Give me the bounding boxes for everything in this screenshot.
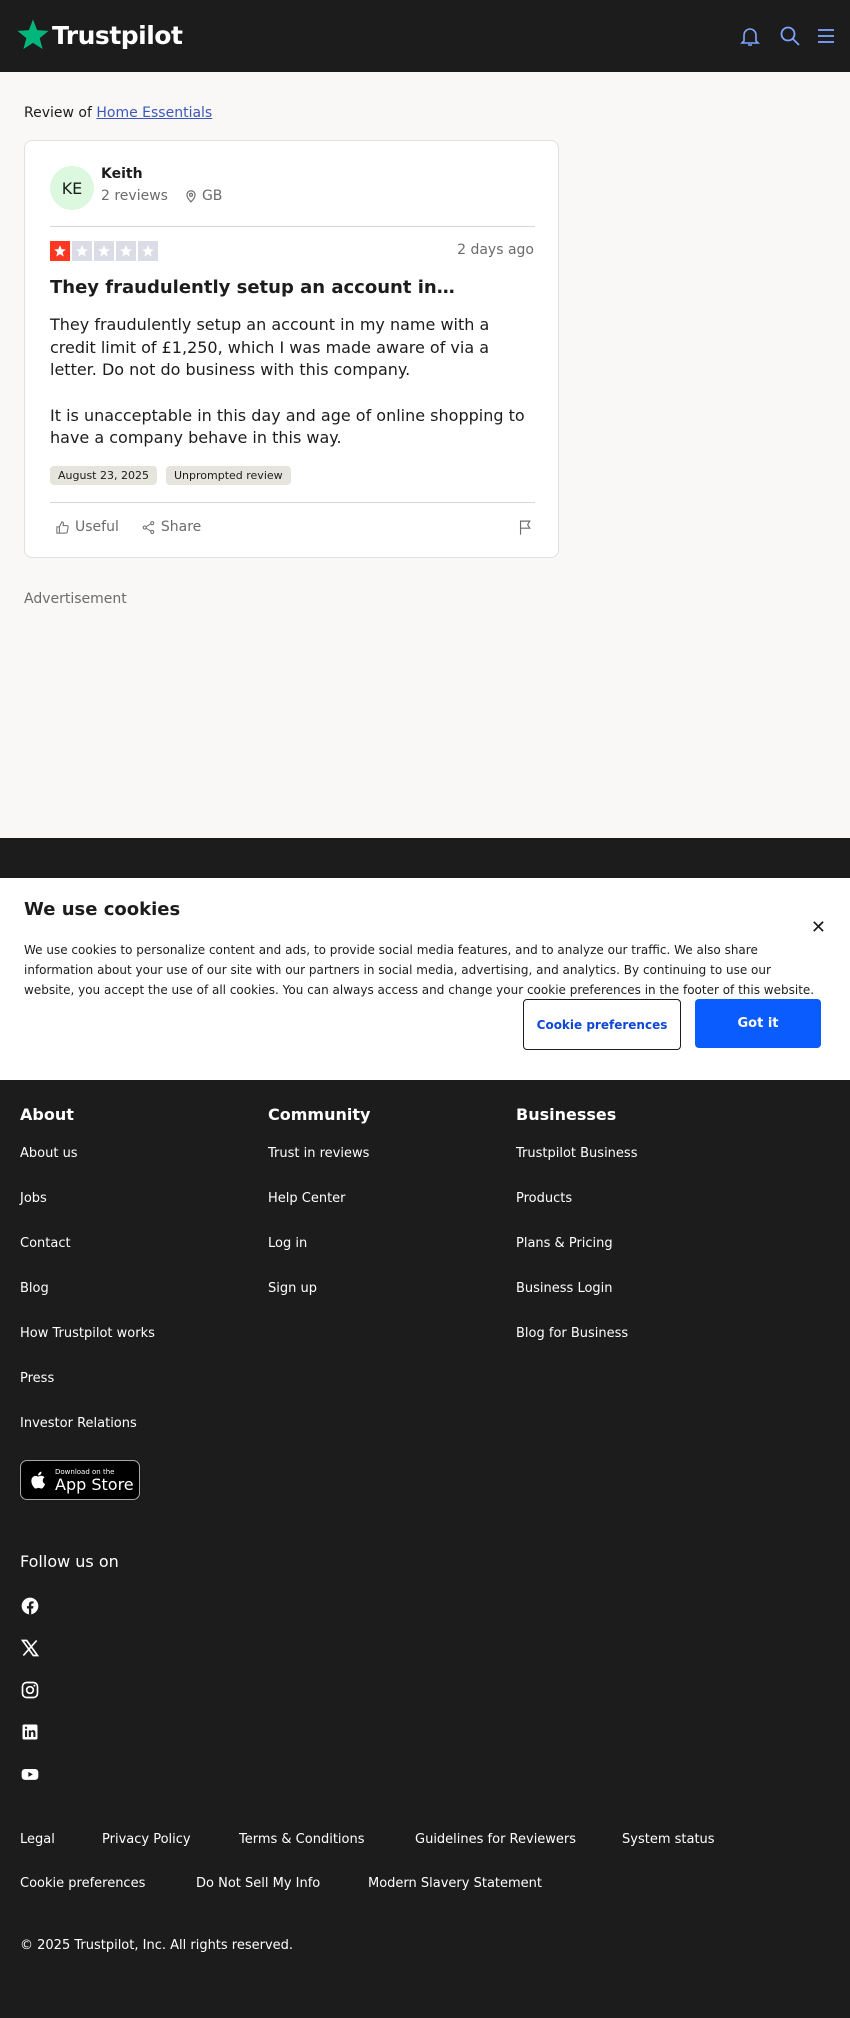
main-content: [0, 72, 850, 838]
review-body: [50, 314, 535, 450]
review-of-line: [24, 105, 212, 121]
got-it-button[interactable]: Got it: [695, 999, 821, 1048]
flag-icon[interactable]: [517, 519, 534, 536]
close-icon[interactable]: ✕: [810, 917, 826, 938]
business-link[interactable]: Home Essentials: [96, 105, 213, 121]
reviewer-location: [184, 188, 222, 204]
star-empty-icon: [94, 241, 114, 261]
share-label: Share: [160, 519, 202, 535]
legal-links-row-1: [20, 1832, 715, 1847]
footer-column-title: Community: [268, 1105, 371, 1124]
footer-link[interactable]: Blog: [20, 1281, 49, 1296]
footer-link[interactable]: Products: [516, 1191, 573, 1206]
menu-icon[interactable]: [814, 24, 838, 48]
facebook-icon[interactable]: [20, 1596, 40, 1616]
footer-link[interactable]: Blog for Business: [516, 1326, 629, 1341]
review-of-prefix: Review of: [24, 105, 92, 121]
app-store-badge[interactable]: [20, 1460, 140, 1500]
footer-link[interactable]: About us: [20, 1146, 78, 1161]
brand-name: Trustpilot: [52, 20, 183, 50]
footer-link[interactable]: Trustpilot Business: [516, 1146, 638, 1161]
reviews-count: 2 reviews: [101, 188, 168, 204]
star-logo-icon: [16, 18, 50, 52]
site-header: [0, 0, 850, 72]
review-actions: [55, 519, 201, 535]
legal-link[interactable]: Legal: [20, 1832, 55, 1847]
star-empty-icon: [116, 241, 136, 261]
footer-column-title: Businesses: [516, 1105, 617, 1124]
share-button[interactable]: [141, 519, 201, 535]
app-store-small: Download on the: [55, 1467, 115, 1476]
follow-us-title: Follow us on: [20, 1552, 119, 1571]
copyright: © 2025 Trustpilot, Inc. All rights reserved.: [20, 1938, 294, 1953]
star-rating: [50, 241, 158, 261]
trustpilot-logo[interactable]: [16, 18, 182, 52]
footer-column-about: [20, 1105, 155, 1461]
footer-link[interactable]: Business Login: [516, 1281, 613, 1296]
legal-link[interactable]: Do Not Sell My Info: [196, 1876, 321, 1891]
footer-column-businesses: [516, 1105, 637, 1371]
footer-link[interactable]: Jobs: [20, 1191, 47, 1206]
reviewer-name[interactable]: Keith: [101, 166, 143, 182]
instagram-icon[interactable]: [20, 1680, 40, 1700]
search-icon[interactable]: [778, 24, 802, 48]
footer-column-community: [268, 1105, 370, 1326]
legal-link[interactable]: Guidelines for Reviewers: [415, 1832, 577, 1847]
location-pin-icon: [184, 189, 198, 203]
review-paragraph: It is unacceptable in this day and age of online shopping to have a company behave in this way.: [50, 405, 525, 447]
footer-link[interactable]: Contact: [20, 1236, 71, 1251]
apple-icon: [29, 1469, 49, 1491]
location-text: GB: [201, 188, 223, 204]
legal-links-row-2: [20, 1876, 542, 1891]
reviewer-meta: [101, 188, 222, 204]
advertisement-label: Advertisement: [24, 591, 127, 607]
app-store-big: App Store: [55, 1474, 134, 1494]
useful-button[interactable]: [55, 519, 119, 535]
legal-link[interactable]: Terms & Conditions: [239, 1832, 365, 1847]
app-store-text: [55, 1468, 134, 1493]
avatar[interactable]: KE: [50, 166, 94, 210]
cookie-title: We use cookies: [24, 899, 181, 920]
review-title[interactable]: They fraudulently setup an account in…: [50, 277, 455, 298]
youtube-icon[interactable]: [20, 1764, 40, 1784]
legal-link[interactable]: Cookie preferences: [20, 1876, 146, 1891]
star-empty-icon: [138, 241, 158, 261]
footer-link[interactable]: How Trustpilot works: [20, 1326, 155, 1341]
footer-link[interactable]: Plans & Pricing: [516, 1236, 613, 1251]
review-card: [24, 140, 559, 558]
thumbs-up-icon: [55, 520, 70, 535]
date-tag: August 23, 2025: [50, 466, 157, 485]
bell-icon[interactable]: [738, 24, 762, 48]
review-date-ago: 2 days ago: [457, 242, 534, 258]
review-paragraph: They fraudulently setup an account in my name with a credit limit of £1,250, which I was made aware of via a letter. Do not do business with this company.: [50, 315, 490, 379]
legal-link[interactable]: Privacy Policy: [102, 1832, 191, 1847]
cookie-preferences-button[interactable]: Cookie preferences: [523, 999, 681, 1050]
review-tags: [50, 466, 291, 485]
x-icon[interactable]: [20, 1638, 40, 1658]
footer-link[interactable]: Investor Relations: [20, 1416, 137, 1431]
legal-link[interactable]: System status: [622, 1832, 715, 1847]
site-footer: [0, 1080, 850, 2018]
footer-link[interactable]: Press: [20, 1371, 55, 1386]
share-icon: [141, 520, 156, 535]
footer-link[interactable]: Help Center: [268, 1191, 346, 1206]
footer-link[interactable]: Trust in reviews: [268, 1146, 370, 1161]
divider: [50, 502, 535, 503]
linkedin-icon[interactable]: [20, 1722, 40, 1742]
cookie-text: We use cookies to personalize content and ads, to provide social media features, and to analyze our traffic. We also share information about your use of our site with our partners in social media, advertising, and analytics. By continuing to use our website, you accept the use of all cookies. You can always access and change your cookie preferences in the footer of this website.: [24, 943, 815, 997]
footer-link[interactable]: Log in: [268, 1236, 308, 1251]
cookie-banner: [0, 878, 850, 1080]
divider: [50, 226, 535, 227]
footer-link[interactable]: Sign up: [268, 1281, 317, 1296]
footer-column-title: About: [20, 1105, 74, 1124]
legal-link[interactable]: Modern Slavery Statement: [368, 1876, 543, 1891]
star-empty-icon: [72, 241, 92, 261]
useful-label: Useful: [75, 519, 119, 535]
unprompted-tag[interactable]: Unprompted review: [166, 466, 291, 485]
star-filled-icon: [50, 241, 70, 261]
